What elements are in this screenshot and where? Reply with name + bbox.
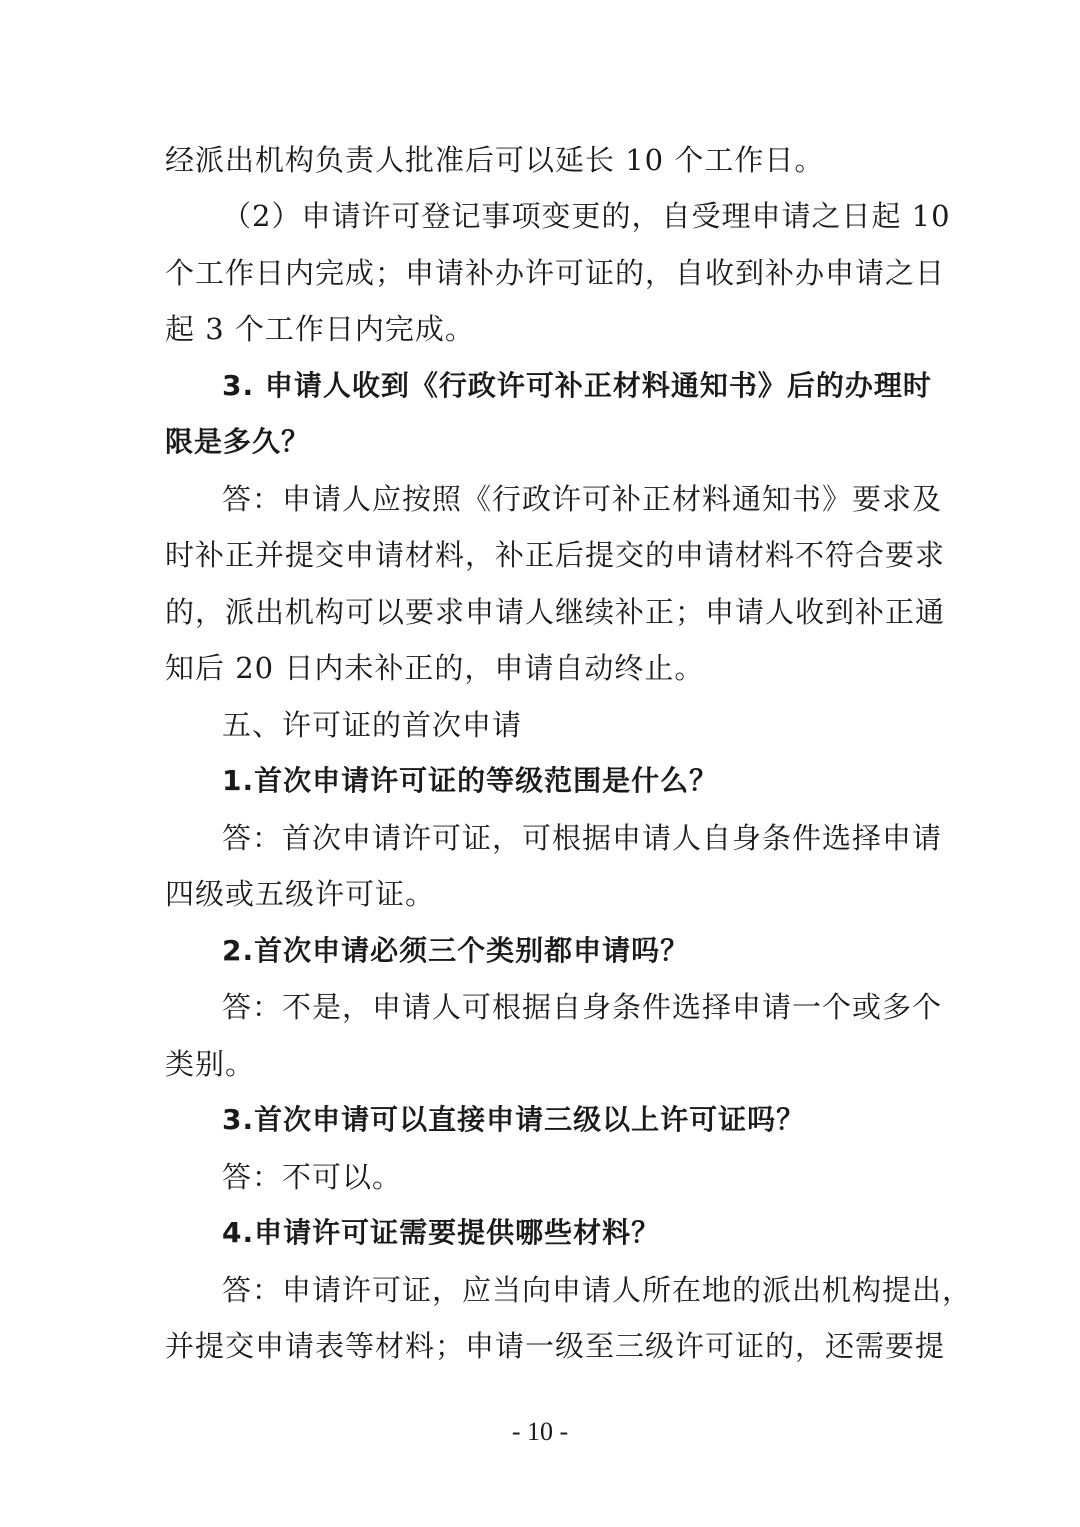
paragraph-line: 个工作日内完成；申请补办许可证的，自收到补办申请之日	[165, 256, 946, 290]
question-heading: 3.首次申请可以直接申请三级以上许可证吗？	[222, 1103, 806, 1136]
page-number: - 10 -	[511, 1417, 569, 1446]
answer-line: 答：不可以。	[222, 1160, 403, 1194]
question-heading: 限是多久？	[165, 425, 311, 458]
paragraph-line: 经派出机构负责人批准后可以延长 10 个工作日。	[165, 143, 825, 177]
section-heading: 五、许可证的首次申请	[222, 708, 523, 742]
question-heading: 3. 申请人收到《行政许可补正材料通知书》后的办理时	[222, 369, 932, 402]
answer-line: 并提交申请表等材料；申请一级至三级许可证的，还需要提	[165, 1329, 946, 1363]
answer-line: 知后 20 日内未补正的，申请自动终止。	[165, 651, 705, 685]
answer-line: 类别。	[165, 1047, 256, 1081]
question-heading: 4.申请许可证需要提供哪些材料？	[222, 1216, 661, 1249]
question-heading: 1.首次申请许可证的等级范围是什么？	[222, 764, 719, 797]
answer-line: 的，派出机构可以要求申请人继续补正；申请人收到补正通	[165, 595, 946, 629]
answer-line: 四级或五级许可证。	[165, 877, 436, 911]
paragraph-line: 起 3 个工作日内完成。	[165, 312, 475, 346]
answer-line: 答：申请人应按照《行政许可补正材料通知书》要求及	[222, 482, 943, 516]
answer-line: 答：申请许可证，应当向申请人所在地的派出机构提出，	[222, 1273, 973, 1307]
answer-line: 时补正并提交申请材料，补正后提交的申请材料不符合要求	[165, 538, 946, 572]
question-heading: 2.首次申请必须三个类别都申请吗？	[222, 934, 690, 967]
paragraph-line: （2）申请许可登记事项变更的，自受理申请之日起 10	[222, 199, 951, 233]
answer-line: 答：首次申请许可证，可根据申请人自身条件选择申请	[222, 821, 943, 855]
answer-line: 答：不是，申请人可根据自身条件选择申请一个或多个	[222, 990, 943, 1024]
